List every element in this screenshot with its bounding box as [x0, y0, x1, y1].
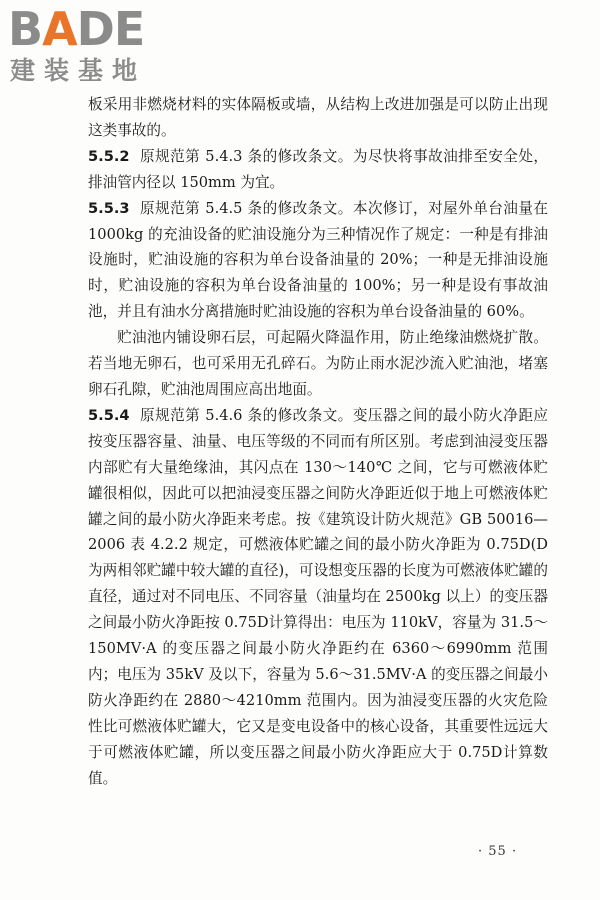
section-number: 5.5.4	[88, 406, 130, 424]
logo-letters-de: DE	[76, 2, 145, 56]
section-5-5-3	[88, 196, 548, 326]
logo-subtitle: 建装基地	[10, 56, 147, 85]
paragraph-text: 贮油池内铺设卵石层，可起隔火降温作用，防止绝缘油燃烧扩散。若当地无卵石，也可采用无孔碎石。为防止雨水泥沙流入贮油池，堵塞卵石孔隙，贮油池周围应高出地面。	[88, 329, 548, 398]
section-5-5-4	[88, 403, 548, 792]
logo-letter-b: B	[8, 2, 43, 56]
page-number: · 55 ·	[478, 844, 518, 859]
logo-wordmark	[8, 4, 144, 54]
paragraph-text: 板采用非燃烧材料的实体隔板或墙，从结构上改进加强是可以防止出现这类事故的。	[88, 96, 548, 139]
paragraph-text: 原规范第 5.4.3 条的修改条文。为尽快将事故油排至安全处，排油管内径以 150mm 为宜。	[88, 147, 548, 191]
section-number: 5.5.2	[88, 147, 130, 165]
paragraph-text: 原规范第 5.4.6 条的修改条文。变压器之间的最小防火净距应按变压器容量、油量、电压等级的不同而有所区别。考虑到油浸变压器内部贮有大量绝缘油，其闪点在 130～140℃ 之间，它与可燃液体贮罐很相似，因此可以把油浸变压器之间防火净距近似于地上可燃液体贮罐之间的最小防火净距来考虑。按《建筑设计防火规范》GB 50016—2006 表 4.2.2 规定，可燃液体贮罐之间的最小防火净距为 0.75D(D 为两相邻贮罐中较大罐的直径)，可设想变压器的长度为可燃液体贮罐的直径，通过对不同电压、不同容量（油量均在 2500kg 以上）的变压器之间最小防火净距按 0.75D计算得出：电压为 110kV，容量为 31.5～150MV·A 的变压器之间最小防火净距约在 6360～6990mm 范围内；电压为 35kV 及以下，容量为 5.6～31.5MV·A 的变压器之间最小防火净距约在 2880～4210mm 范围内。因为油浸变压器的火灾危险性比可燃液体贮罐大，它又是变电设备中的核心设备，其重要性远远大于可燃液体贮罐，所以变压器之间最小防火净距应大于 0.75D计算数值。	[88, 406, 548, 787]
bade-logo	[8, 4, 188, 88]
logo-letter-a-accent: A	[42, 2, 77, 56]
section-number: 5.5.3	[88, 199, 130, 217]
paragraph-text: 原规范第 5.4.5 条的修改条文。本次修订，对屋外单台油量在 1000kg 的充油设备的贮油设施分为三种情况作了规定：一种是有排油设施时，贮油设施的容积为单台设备油量的 20%；一种是无排油设施时，贮油设施的容积为单台设备油量的 100%；另一种是设有事故油池，并且有油水分离措施时贮油设施的容积为单台设备油量的 60%。	[88, 199, 548, 321]
document-body	[88, 92, 548, 791]
paragraph-oil-pit	[88, 325, 548, 403]
paragraph-continuation	[88, 92, 548, 144]
section-5-5-2	[88, 144, 548, 196]
